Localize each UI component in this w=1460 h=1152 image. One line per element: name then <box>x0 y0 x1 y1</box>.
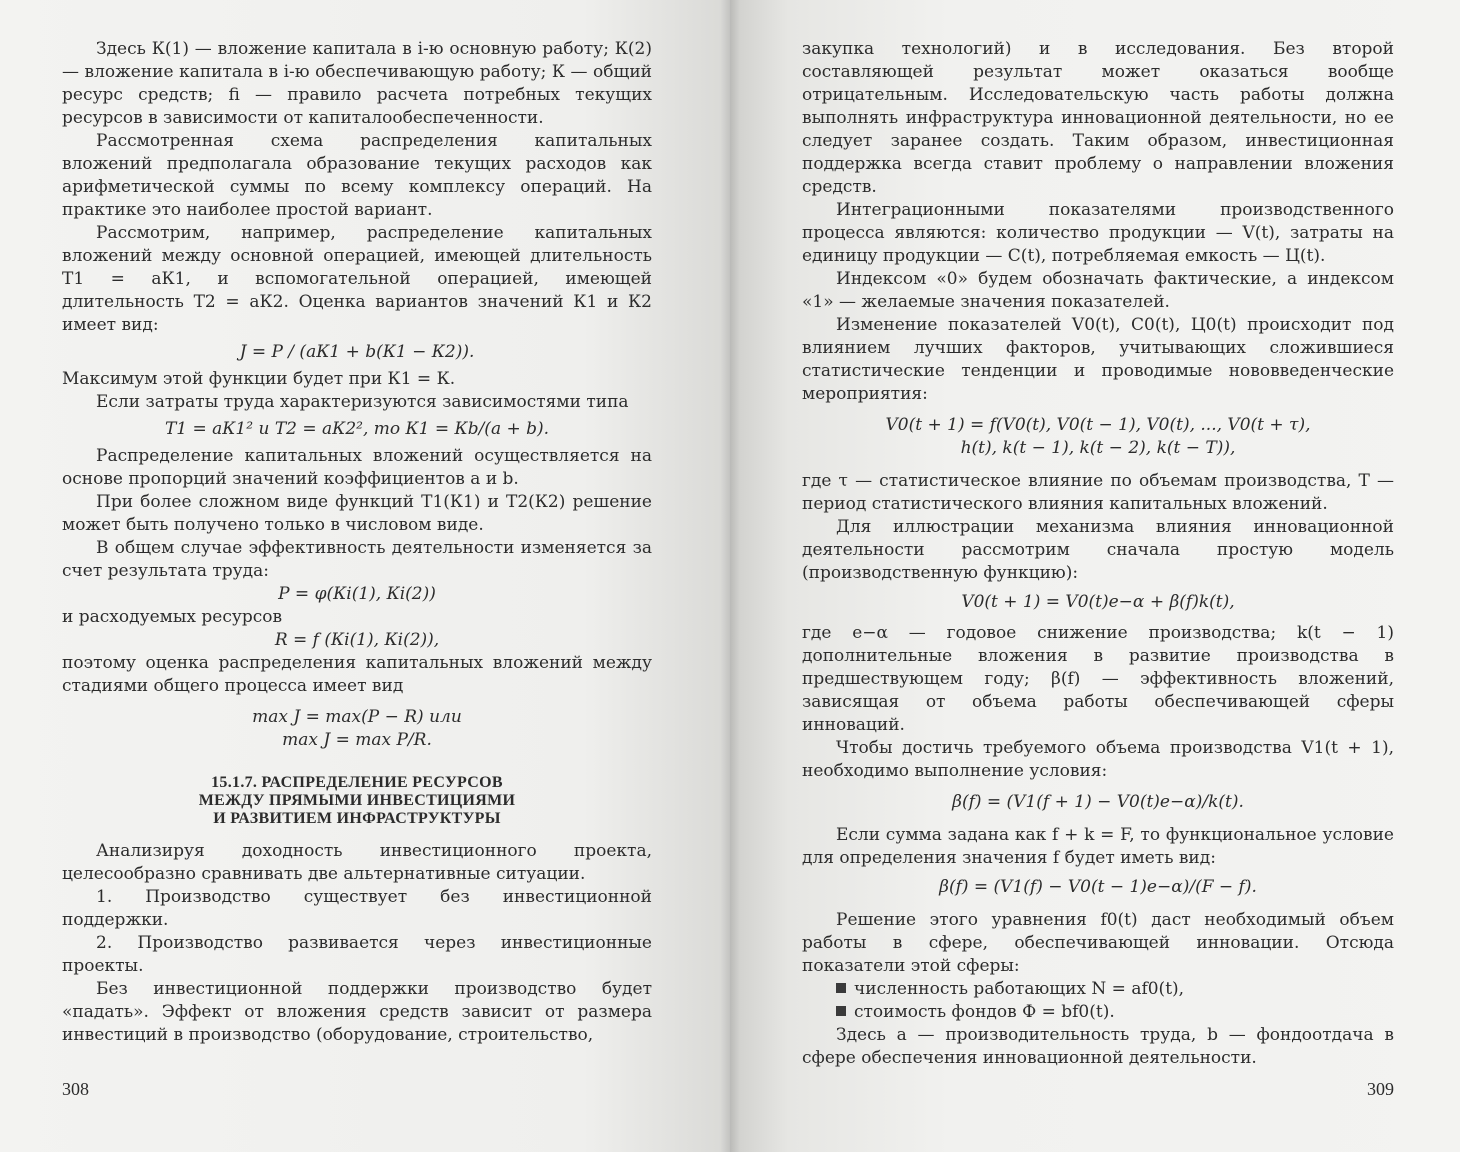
formula: J = Р / (aК1 + b(К1 − К2)). <box>239 342 475 362</box>
formula: max J = max Р/R. <box>282 730 432 750</box>
paragraph: закупка технологий) и в исследования. Без второй составляющей результат может оказаться вообще отрицательным. Исследовательскую часть работы должна выполнять инфраструктура инновационной деятельности, но ее следует заранее создать. Таким образом, инвестиционная поддержка всегда ставит проблему о направлении вложения средств. <box>802 39 1394 197</box>
formula: β(f) = (V1(f + 1) − V0(t)e−α)/k(t). <box>952 792 1244 812</box>
left-page-body <box>62 38 652 1047</box>
formula: Т1 = aК1² и Т2 = aК2², то К1 = Кb/(a + b). <box>164 419 550 439</box>
paragraph: Чтобы достичь требуемого объема производства V1(t + 1), необходимо выполнение условия: <box>802 738 1394 781</box>
paragraph: Здесь a — производительность труда, b — фондоотдача в сфере обеспечения инновационной деятельности. <box>802 1025 1394 1068</box>
list-item: 1. Производство существует без инвестиционной поддержки. <box>62 887 652 930</box>
paragraph: Анализируя доходность инвестиционного проекта, целесообразно сравнивать две альтернативные ситуации. <box>62 841 652 884</box>
book-gutter <box>720 0 740 1152</box>
paragraph: Интеграционными показателями производственного процесса являются: количество продукции — V(t), затраты на единицу продукции — С(t), потребляемая емкость — Ц(t). <box>802 200 1394 266</box>
formula: R = f (Кi(1), Кi(2)), <box>274 630 440 650</box>
paragraph: Для иллюстрации механизма влияния инновационной деятельности рассмотрим сначала простую модель (производственную функцию): <box>802 517 1394 583</box>
square-bullet-icon <box>836 983 846 993</box>
section-heading <box>62 774 652 828</box>
paragraph: Если затраты труда характеризуются зависимостями типа <box>96 392 629 412</box>
paragraph: Распределение капитальных вложений осуществляется на основе пропорций значений коэффициентов a и b. <box>62 446 652 489</box>
square-bullet-icon <box>836 1006 846 1016</box>
formula: Р = φ(Кi(1), Кi(2)) <box>278 584 436 604</box>
right-page <box>730 0 1460 1152</box>
list-item: 2. Производство развивается через инвестиционные проекты. <box>62 933 652 976</box>
page-number: 308 <box>62 1079 89 1099</box>
paragraph: Максимум этой функции будет при К1 = К. <box>62 369 456 389</box>
page-number: 309 <box>1367 1079 1394 1099</box>
heading-line: МЕЖДУ ПРЯМЫМИ ИНВЕСТИЦИЯМИ <box>198 792 516 809</box>
right-page-body <box>802 38 1394 1070</box>
formula: h(t), k(t − 1), k(t − 2), k(t − T)), <box>960 438 1236 458</box>
paragraph: где τ — статистическое влияние по объемам производства, T — период статистического влияния капитальных вложений. <box>802 471 1394 514</box>
paragraph: В общем случае эффективность деятельности изменяется за счет результата труда: <box>62 538 652 581</box>
paragraph: Решение этого уравнения f0(t) даст необходимый объем работы в сфере, обеспечивающей инновации. Отсюда показатели этой сферы: <box>802 910 1394 976</box>
bullet-item <box>802 1001 1394 1024</box>
paragraph: Если сумма задана как f + k = F, то функциональное условие для определения значения f будет иметь вид: <box>802 825 1394 868</box>
formula: V0(t + 1) = f(V0(t), V0(t − 1), V0(t), ..., V0(t + τ), <box>885 415 1311 435</box>
paragraph: Рассмотрим, например, распределение капитальных вложений между основной операцией, имеющей длительность Т1 = aК1, и вспомогательной операцией, имеющей длительность Т2 = aК2. Оценка вариантов значений К1 и К2 имеет вид: <box>62 223 652 335</box>
paragraph: При более сложном виде функций Т1(К1) и Т2(К2) решение может быть получено только в числовом виде. <box>62 492 652 535</box>
paragraph: Изменение показателей V0(t), С0(t), Ц0(t) происходит под влиянием лучших факторов, учитывающих сложившиеся статистические тенденции и проводимые нововведенческие мероприятия: <box>802 315 1394 404</box>
formula: V0(t + 1) = V0(t)e−α + β(f)k(t), <box>961 592 1235 612</box>
heading-line: 15.1.7. РАСПРЕДЕЛЕНИЕ РЕСУРСОВ <box>211 774 503 791</box>
paragraph: Без инвестиционной поддержки производство будет «падать». Эффект от вложения средств зависит от размера инвестиций в производство (оборудование, строительство, <box>62 979 652 1045</box>
bullet-text: стоимость фондов Ф = bf0(t). <box>854 1002 1115 1022</box>
paragraph: и расходуемых ресурсов <box>62 607 283 627</box>
paragraph: где e−α — годовое снижение производства; k(t − 1) дополнительные вложения в развитие производства в предшествующем году; β(f) — эффективность вложений, зависящая от объема работы обеспечивающей сферы инноваций. <box>802 623 1394 735</box>
bullet-text: численность работающих N = af0(t), <box>854 979 1185 999</box>
paragraph: Рассмотренная схема распределения капитальных вложений предполагала образование текущих расходов как арифметической суммы по всему комплексу операций. На практике это наиболее простой вариант. <box>62 131 652 220</box>
paragraph: поэтому оценка распределения капитальных вложений между стадиями общего процесса имеет вид <box>62 653 652 696</box>
formula: β(f) = (V1(f) − V0(t − 1)e−α)/(F − f). <box>939 877 1257 897</box>
paragraph: Здесь К(1) — вложение капитала в i-ю основную работу; К(2) — вложение капитала в i-ю обеспечивающую работу; К — общий ресурс средств; fi — правило расчета потребных текущих ресурсов в зависимости от капиталообеспеченности. <box>62 39 652 128</box>
paragraph: Индексом «0» будем обозначать фактические, а индексом «1» — желаемые значения показателей. <box>802 269 1394 312</box>
bullet-item <box>802 978 1394 1001</box>
formula: max J = max(Р − R) или <box>252 707 462 727</box>
heading-line: И РАЗВИТИЕМ ИНФРАСТРУКТУРЫ <box>213 810 501 827</box>
